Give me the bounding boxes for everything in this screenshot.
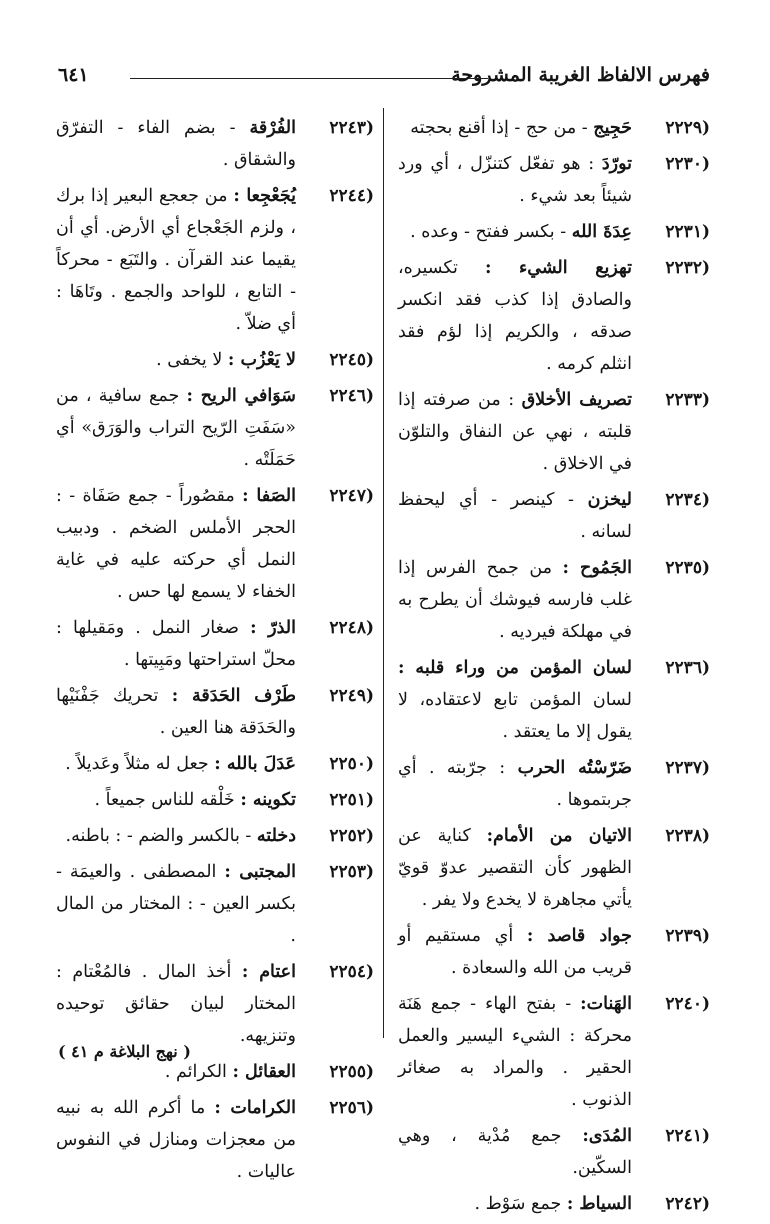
column-divider bbox=[383, 108, 384, 1038]
glossary-entry bbox=[56, 112, 374, 176]
entry-number: (٢٢٢٩ bbox=[665, 118, 710, 138]
entry-term: الذرّ : bbox=[250, 618, 296, 638]
entry-body bbox=[398, 920, 632, 984]
entry-term: الفُرْقة bbox=[249, 118, 296, 138]
entry-body bbox=[398, 112, 632, 144]
glossary-entry bbox=[56, 612, 374, 676]
entry-body bbox=[398, 384, 632, 480]
right-column bbox=[398, 112, 710, 1224]
entry-definition: - بكسر ففتح - وعده . bbox=[410, 222, 567, 242]
entry-definition: من جعجع البعير إذا برك ، ولزم الجَعْجاع أي الأرض. أي أن يقيما عند القرآن . والتَبَع - محركاً - التابع ، للواحد والجمع . وتَاهَا : أي ضلاّ . bbox=[56, 186, 296, 334]
entry-term: عَدَلَ بالله : bbox=[214, 754, 296, 774]
entry-body bbox=[56, 344, 296, 376]
entry-definition: صغار النمل . ومَقيلها : محلّ استراحتها ومَبِيتها . bbox=[56, 618, 296, 670]
entry-number: (٢٢٣٨ bbox=[665, 826, 710, 846]
entry-body bbox=[398, 988, 632, 1116]
glossary-entry bbox=[398, 148, 710, 212]
left-column bbox=[56, 112, 374, 1192]
glossary-entry bbox=[56, 748, 374, 780]
entry-body bbox=[398, 652, 632, 748]
entry-definition: كناية عن الظهور كأن التقصير عدوّ قويّ يأتي مجاهرة لا يخدع ولا يفر . bbox=[398, 826, 632, 910]
entry-number: (٢٢٤٤ bbox=[329, 186, 374, 206]
entry-body bbox=[56, 956, 296, 1052]
entry-number: (٢٢٤٥ bbox=[329, 350, 374, 370]
entry-number: (٢٢٤٧ bbox=[329, 486, 374, 506]
entry-body bbox=[398, 1188, 632, 1220]
entry-term: جواد قاصد : bbox=[526, 926, 632, 946]
entry-term: حَجِيج bbox=[593, 118, 632, 138]
glossary-entry bbox=[398, 384, 710, 480]
glossary-entry bbox=[56, 680, 374, 744]
entry-term: طَرْف الحَدَقة : bbox=[171, 686, 296, 706]
glossary-entry bbox=[398, 552, 710, 648]
glossary-entry bbox=[398, 484, 710, 548]
entry-term: ضَرّسْتُه الحرب bbox=[517, 758, 632, 778]
glossary-entry bbox=[56, 480, 374, 608]
entry-term: الكرامات : bbox=[214, 1098, 296, 1118]
entry-body bbox=[398, 820, 632, 916]
entry-term: تورّدَ bbox=[601, 154, 632, 174]
entry-definition: جمع سَوْط . bbox=[474, 1194, 562, 1214]
entry-body bbox=[56, 784, 296, 816]
entry-term: المُدَى: bbox=[582, 1126, 632, 1146]
entry-number: (٢٢٣٣ bbox=[665, 390, 710, 410]
entry-term: اعتام : bbox=[241, 962, 296, 982]
entry-body bbox=[398, 252, 632, 380]
glossary-entry bbox=[398, 820, 710, 916]
entry-number: (٢٢٤١ bbox=[665, 1126, 710, 1146]
entry-definition: أخذ المال . فالمُعْتام : المختار لبيان حقائق توحيده وتنزيهه. bbox=[56, 962, 296, 1046]
entry-number: (٢٢٥٠ bbox=[329, 754, 374, 774]
entry-number: (٢٢٥٢ bbox=[329, 826, 374, 846]
entry-body bbox=[398, 752, 632, 816]
entry-body bbox=[56, 748, 296, 780]
entry-definition: جمع سافية ، من «سَفَتِ الرّيح التراب والوَرَق» أي حَمَلَتْه . bbox=[56, 386, 296, 470]
entry-number: (٢٢٥١ bbox=[329, 790, 374, 810]
entry-term: تصريف الأخلاق bbox=[521, 390, 632, 410]
entry-number: (٢٢٣٤ bbox=[665, 490, 710, 510]
glossary-entry bbox=[56, 856, 374, 952]
glossary-entry bbox=[398, 1188, 710, 1220]
page-title: فهرس الالفاظ الغريبة المشروحة bbox=[451, 64, 710, 86]
entry-definition: جعل له مثلاً وعَديلاً . bbox=[65, 754, 209, 774]
entry-definition: : من صرفته إذا قلبته ، نهي عن النفاق والتلوّن في الاخلاق . bbox=[398, 390, 632, 474]
entry-definition: : جرّبته . أي جربتموها . bbox=[398, 758, 632, 810]
entry-body bbox=[56, 112, 296, 176]
glossary-entry bbox=[398, 1120, 710, 1184]
entry-term: لسان المؤمن من وراء قلبه : bbox=[398, 658, 632, 678]
entry-number: (٢٢٥٤ bbox=[329, 962, 374, 982]
entry-body bbox=[56, 380, 296, 476]
glossary-entry bbox=[56, 344, 374, 376]
entry-term: الصَفا : bbox=[242, 486, 296, 506]
entry-body bbox=[56, 612, 296, 676]
entry-body bbox=[56, 1092, 296, 1188]
entry-number: (٢٢٤٩ bbox=[329, 686, 374, 706]
entry-body bbox=[56, 856, 296, 952]
glossary-entry bbox=[398, 652, 710, 748]
entry-term: الجَمُوح : bbox=[562, 558, 632, 578]
entry-definition: لسان المؤمن تابع لاعتقاده، لا يقول إلا ما يعتقد . bbox=[398, 690, 632, 742]
glossary-entry bbox=[398, 920, 710, 984]
entry-number: (٢٢٥٣ bbox=[329, 862, 374, 882]
entry-term: يُجَعْجِعا : bbox=[233, 186, 296, 206]
entry-definition: ما أكرم الله به نبيه من معجزات ومنازل في النفوس عاليات . bbox=[56, 1098, 296, 1182]
entry-term: دخلته bbox=[256, 826, 296, 846]
entry-term: تكوينه : bbox=[240, 790, 296, 810]
glossary-entry bbox=[56, 784, 374, 816]
entry-definition: تكسيره، والصادق إذا كذب فقد انكسر صدقه ، والكريم إذا لؤم فقد انثلم كرمه . bbox=[398, 258, 632, 374]
entry-body bbox=[398, 148, 632, 212]
page-number: ٦٤١ bbox=[58, 64, 89, 86]
entry-number: (٢٢٥٥ bbox=[329, 1062, 374, 1082]
entry-number: (٢٢٣٧ bbox=[665, 758, 710, 778]
glossary-entry bbox=[398, 752, 710, 816]
entry-definition: الكرائم . bbox=[164, 1062, 227, 1082]
entry-term: تهزيع الشيء : bbox=[484, 258, 632, 278]
entry-term: العقائل : bbox=[232, 1062, 296, 1082]
glossary-entry bbox=[398, 216, 710, 248]
entry-definition: المصطفى . والعيمَة - بكسر العين - : المختار من المال . bbox=[56, 862, 296, 946]
glossary-entry bbox=[398, 252, 710, 380]
entry-definition: جمع مُدْية ، وهي السكّين. bbox=[398, 1126, 632, 1178]
entry-definition: تحريك جَفْنَيْها والحَدَقة هنا العين . bbox=[56, 686, 296, 738]
entry-number: (٢٢٣٥ bbox=[665, 558, 710, 578]
entry-term: السياط : bbox=[566, 1194, 632, 1214]
entry-definition: - من حج - إذا أقنع بحجته bbox=[410, 118, 588, 138]
entry-definition: - بالكسر والضم - : باطنه. bbox=[65, 826, 252, 846]
page-header bbox=[58, 62, 710, 92]
entry-definition: : هو تفعّل كتنزّل ، أي ورد شيئاً بعد شيء . bbox=[398, 154, 632, 206]
entry-definition: من جمح الفرس إذا غلب فارسه فيوشك أن يطرح به في مهلكة فيرديه . bbox=[398, 558, 632, 642]
entry-body bbox=[56, 480, 296, 608]
entry-term: سَوَافي الريح : bbox=[186, 386, 296, 406]
entry-number: (٢٢٤٢ bbox=[665, 1194, 710, 1214]
entry-number: (٢٢٤٨ bbox=[329, 618, 374, 638]
entry-body bbox=[398, 1120, 632, 1184]
entry-definition: أي مستقيم أو قريب من الله والسعادة . bbox=[398, 926, 632, 978]
entry-term: المجتبى : bbox=[224, 862, 296, 882]
entry-definition: خَلْقه للناس جميعاً . bbox=[94, 790, 235, 810]
entry-definition: - بضم الفاء - التفرّق والشقاق . bbox=[56, 118, 296, 170]
glossary-entry bbox=[56, 1092, 374, 1188]
entry-number: (٢٢٤٦ bbox=[329, 386, 374, 406]
entry-term: عِدَةَ الله bbox=[571, 222, 632, 242]
entry-number: (٢٢٣٠ bbox=[665, 154, 710, 174]
entry-definition: - كينصر - أي ليحفظ لسانه . bbox=[398, 490, 632, 542]
glossary-entry bbox=[398, 988, 710, 1116]
entry-term: لا يَعْزُب : bbox=[227, 350, 296, 370]
entry-body bbox=[56, 680, 296, 744]
signature-mark: ( نهج البلاغة م ٤١ ) bbox=[58, 1042, 191, 1061]
entry-term: ليخزن bbox=[587, 490, 632, 510]
entry-body bbox=[56, 820, 296, 852]
glossary-entry bbox=[56, 956, 374, 1052]
entry-number: (٢٢٣٢ bbox=[665, 258, 710, 278]
entry-body bbox=[398, 484, 632, 548]
header-rule bbox=[130, 78, 488, 79]
entry-body bbox=[398, 552, 632, 648]
entry-definition: - بفتح الهاء - جمع هَنَة محركة : الشيء اليسير والعمل الحقير . والمراد به صغائر الذنوب . bbox=[398, 994, 632, 1110]
entry-number: (٢٢٣١ bbox=[665, 222, 710, 242]
entry-number: (٢٢٤٣ bbox=[329, 118, 374, 138]
entry-number: (٢٢٣٦ bbox=[665, 658, 710, 678]
glossary-entry bbox=[398, 112, 710, 144]
entry-number: (٢٢٣٩ bbox=[665, 926, 710, 946]
entry-term: الاتيان من الأمام: bbox=[486, 826, 632, 846]
glossary-entry bbox=[56, 820, 374, 852]
entry-definition: مقصُوراً - جمع صَفَاة - : الحجر الأملس الضخم . ودبيب النمل أي حركته عليه في غاية الخفاء لا يسمع لها حس . bbox=[56, 486, 296, 602]
entry-number: (٢٢٥٦ bbox=[329, 1098, 374, 1118]
entry-term: الهَنات: bbox=[580, 994, 632, 1014]
entry-definition: لا يخفى . bbox=[156, 350, 223, 370]
entry-body bbox=[56, 180, 296, 340]
entry-body bbox=[398, 216, 632, 248]
entry-number: (٢٢٤٠ bbox=[665, 994, 710, 1014]
glossary-entry bbox=[56, 180, 374, 340]
glossary-entry bbox=[56, 380, 374, 476]
